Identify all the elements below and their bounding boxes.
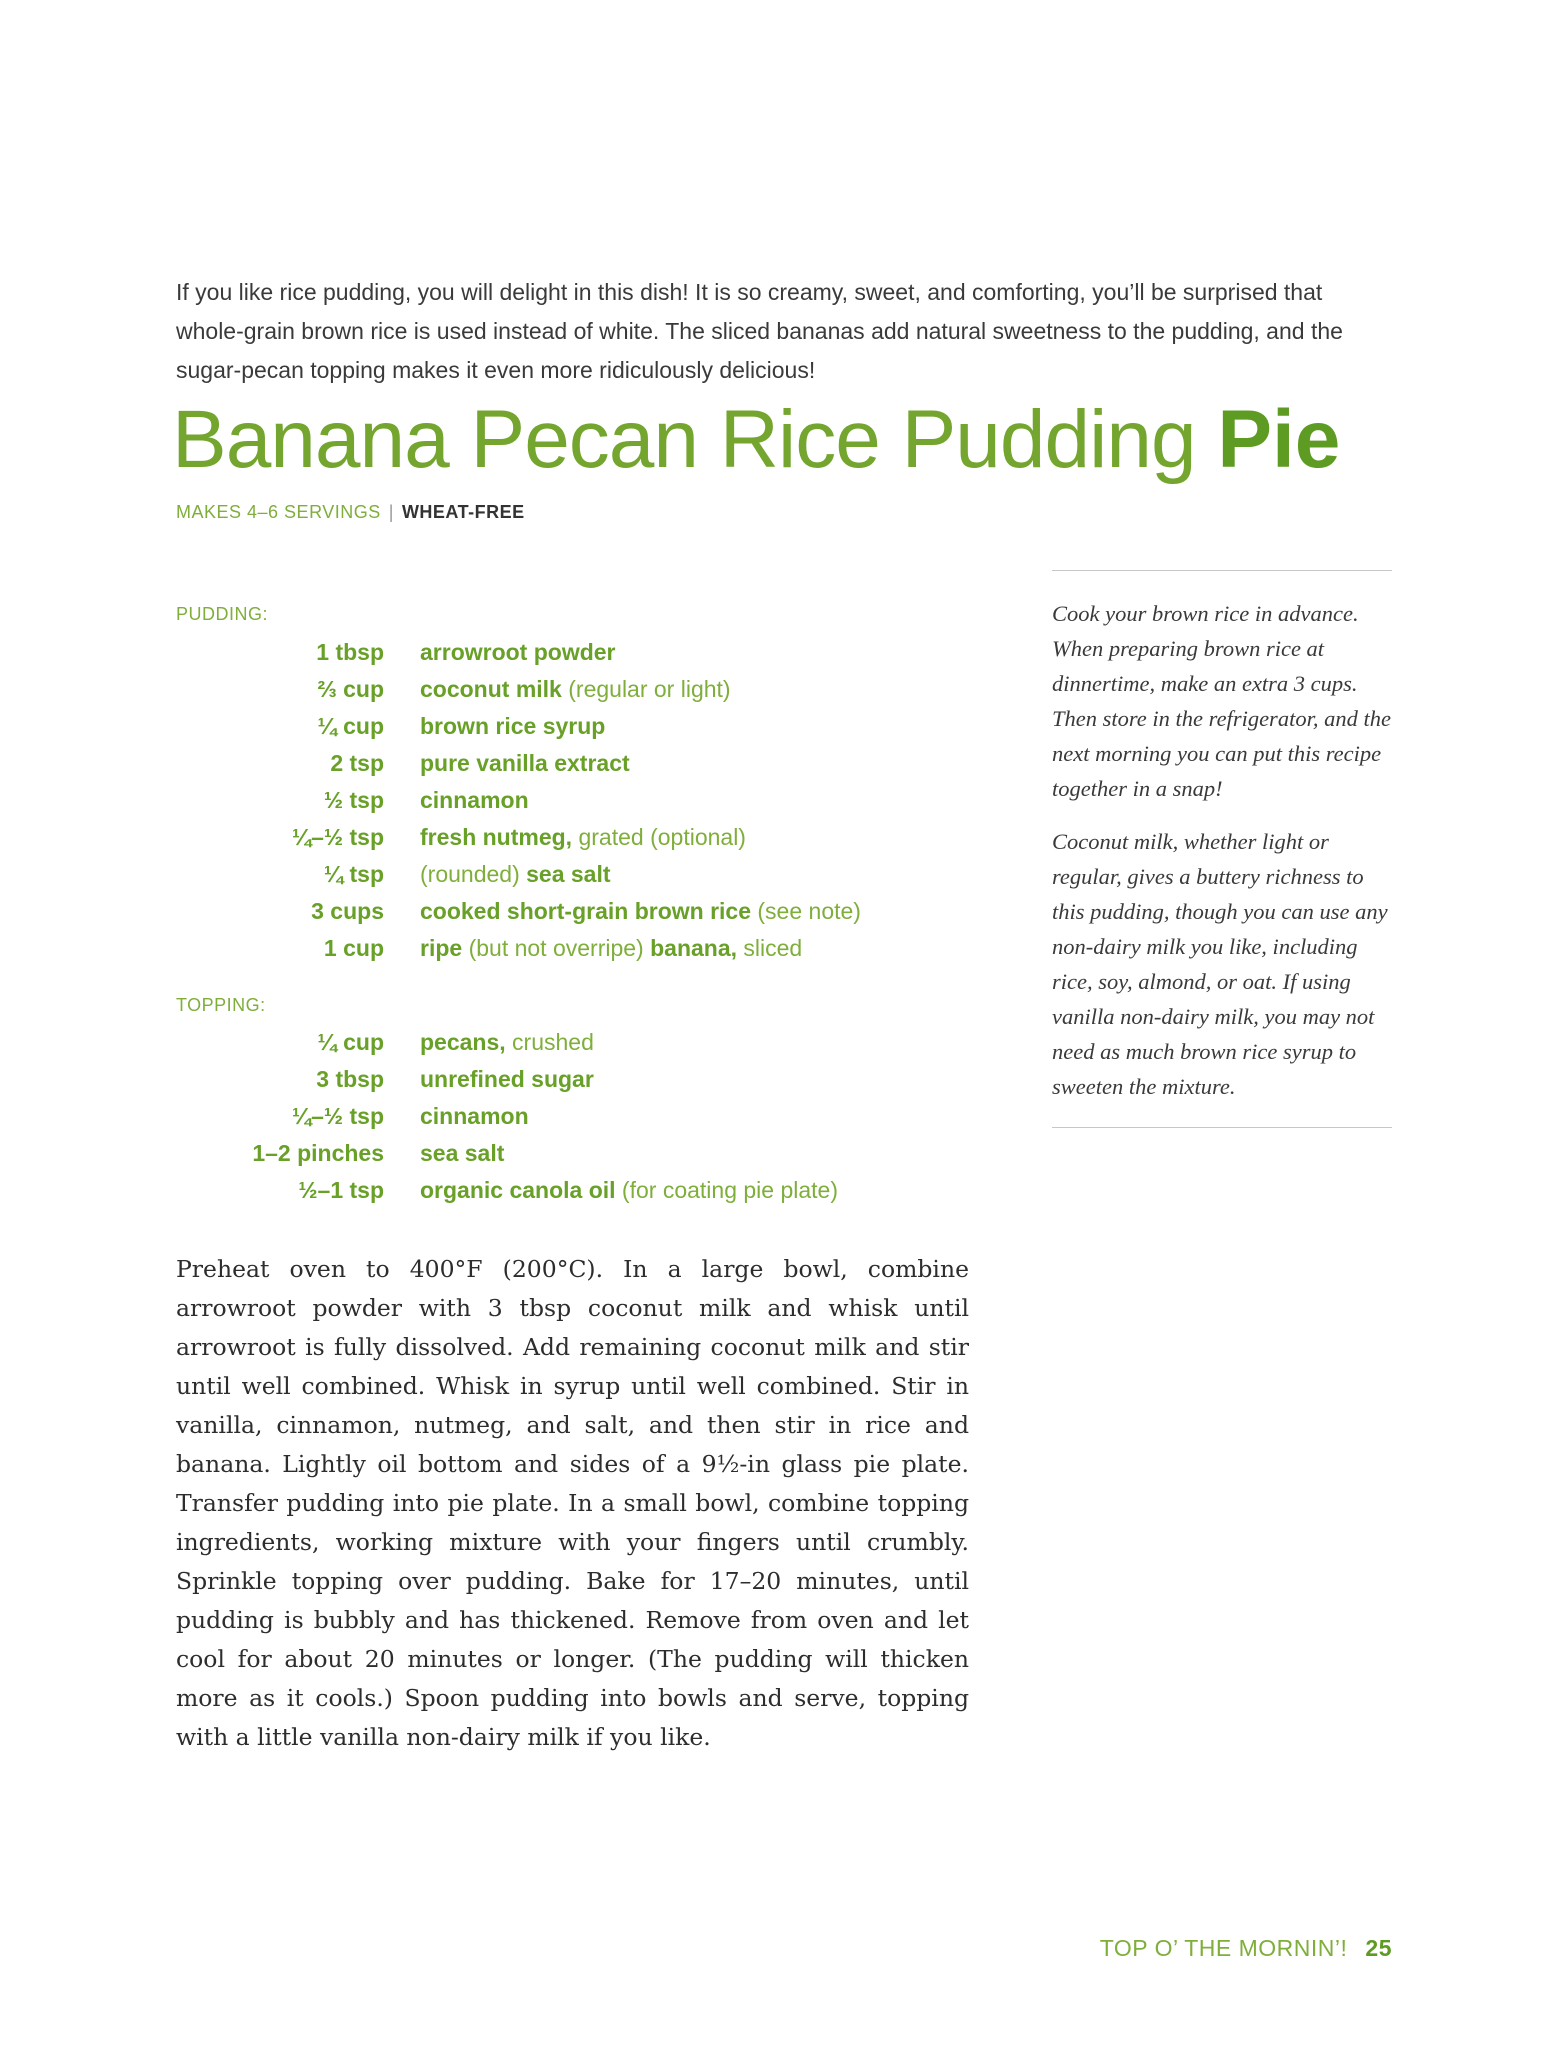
ingredient-row xyxy=(176,782,996,819)
ingredient-quantity: ⅔ cup xyxy=(317,676,384,702)
ingredient-row xyxy=(176,1098,996,1135)
sidebar-top-rule xyxy=(1052,570,1392,571)
ingredient-row xyxy=(176,671,996,708)
topping-section-label: TOPPING: xyxy=(176,995,266,1015)
ingredient-row xyxy=(176,1135,996,1172)
ingredient-quantity: ¼ cup xyxy=(317,1029,384,1055)
page-footer xyxy=(1100,1935,1392,1962)
sidebar-note-rice: Cook your brown rice in advance. When preparing brown rice at dinnertime, make an extra 3 cups. Then store in the refrigerator, and the next morning you can put this recipe together in a snap! xyxy=(1052,601,1391,801)
ingredient-quantity: 3 cups xyxy=(311,898,384,924)
ingredient-row xyxy=(176,930,996,967)
ingredient-row xyxy=(176,856,996,893)
ingredient-quantity: ½–1 tsp xyxy=(298,1177,384,1203)
ingredient-row xyxy=(176,745,996,782)
sidebar-bottom-rule xyxy=(1052,1127,1392,1128)
ingredient-name: arrowroot powder xyxy=(420,639,616,665)
ingredient-row xyxy=(176,634,996,671)
servings-label: MAKES 4–6 SERVINGS xyxy=(176,502,381,522)
ingredient-name: (rounded) sea salt xyxy=(420,861,611,887)
ingredient-row xyxy=(176,1061,996,1098)
recipe-meta xyxy=(176,500,525,524)
ingredient-name: ripe (but not overripe) banana, sliced xyxy=(420,935,803,961)
ingredient-name: cooked short-grain brown rice (see note) xyxy=(420,898,861,924)
recipe-title-emphasis: Pie xyxy=(1217,394,1341,485)
ingredient-name: cinnamon xyxy=(420,1103,529,1129)
ingredient-name: unrefined sugar xyxy=(420,1066,594,1092)
ingredient-row xyxy=(176,1172,996,1209)
ingredient-name: organic canola oil (for coating pie plate) xyxy=(420,1177,838,1203)
ingredient-quantity: 1 cup xyxy=(323,935,384,961)
ingredient-quantity: ¼–½ tsp xyxy=(291,824,384,850)
meta-separator: | xyxy=(388,502,394,522)
intro-paragraph: If you like rice pudding, you will delight in this dish! It is so creamy, sweet, and comforting, you’ll be surprised that whole-grain brown rice is used instead of white. The sliced bananas add natural sweetness to the pudding, and the sugar-pecan topping makes it even more ridiculously delicious! xyxy=(176,279,1343,383)
ingredient-row xyxy=(176,1024,996,1061)
ingredient-name: coconut milk (regular or light) xyxy=(420,676,731,702)
ingredient-name: sea salt xyxy=(420,1140,505,1166)
pudding-section-label: PUDDING: xyxy=(176,604,269,624)
ingredient-name: brown rice syrup xyxy=(420,713,606,739)
diet-label: WHEAT-FREE xyxy=(401,502,525,522)
page-number: 25 xyxy=(1365,1935,1392,1961)
method-paragraph: Preheat oven to 400°F (200°C). In a large bowl, combine arrowroot powder with 3 tbsp coconut milk and whisk until arrowroot is fully dissolved. Add remaining coconut milk and stir until well combined. Whisk in syrup until well combined. Stir in vanilla, cinnamon, nutmeg, and salt, and then stir in rice and banana. Lightly oil bottom and sides of a 9½-in glass pie plate. Transfer pudding into pie plate. In a small bowl, combine topping ingredients, working mixture with your fingers until crumbly. Sprinkle topping over pudding. Bake for 17–20 minutes, until pudding is bubbly and has thickened. Remove from oven and let cool for about 20 minutes or longer. (The pudding will thicken more as it cools.) Spoon pudding into bowls and serve, topping with a little vanilla non-dairy milk if you like. xyxy=(176,1255,969,1751)
ingredient-name: pecans, crushed xyxy=(420,1029,594,1055)
ingredient-name: pure vanilla extract xyxy=(420,750,630,776)
recipe-title xyxy=(172,392,1340,488)
ingredient-quantity: 2 tsp xyxy=(330,750,384,776)
ingredient-row xyxy=(176,819,996,856)
chapter-title: TOP O’ THE MORNIN’! xyxy=(1099,1935,1348,1961)
ingredient-quantity: ¼ cup xyxy=(317,713,384,739)
ingredient-name: cinnamon xyxy=(420,787,529,813)
ingredient-quantity: 1 tbsp xyxy=(316,639,384,665)
ingredient-name: fresh nutmeg, grated (optional) xyxy=(420,824,746,850)
ingredient-quantity: ¼–½ tsp xyxy=(291,1103,384,1129)
ingredient-row xyxy=(176,708,996,745)
ingredient-quantity: ½ tsp xyxy=(323,787,384,813)
sidebar-note-coconut: Coconut milk, whether light or regular, gives a buttery richness to this pudding, though you can use any non-dairy milk you like, including rice, soy, almond, or oat. If using vanilla non-dairy milk, you may not need as much brown rice syrup to sweeten the mixture. xyxy=(1052,829,1388,1099)
recipe-title-main: Banana Pecan Rice Pudding xyxy=(172,394,1218,485)
ingredient-quantity: 3 tbsp xyxy=(316,1066,384,1092)
ingredient-quantity: ¼ tsp xyxy=(323,861,384,887)
ingredient-quantity: 1–2 pinches xyxy=(252,1140,384,1166)
ingredient-row xyxy=(176,893,996,930)
